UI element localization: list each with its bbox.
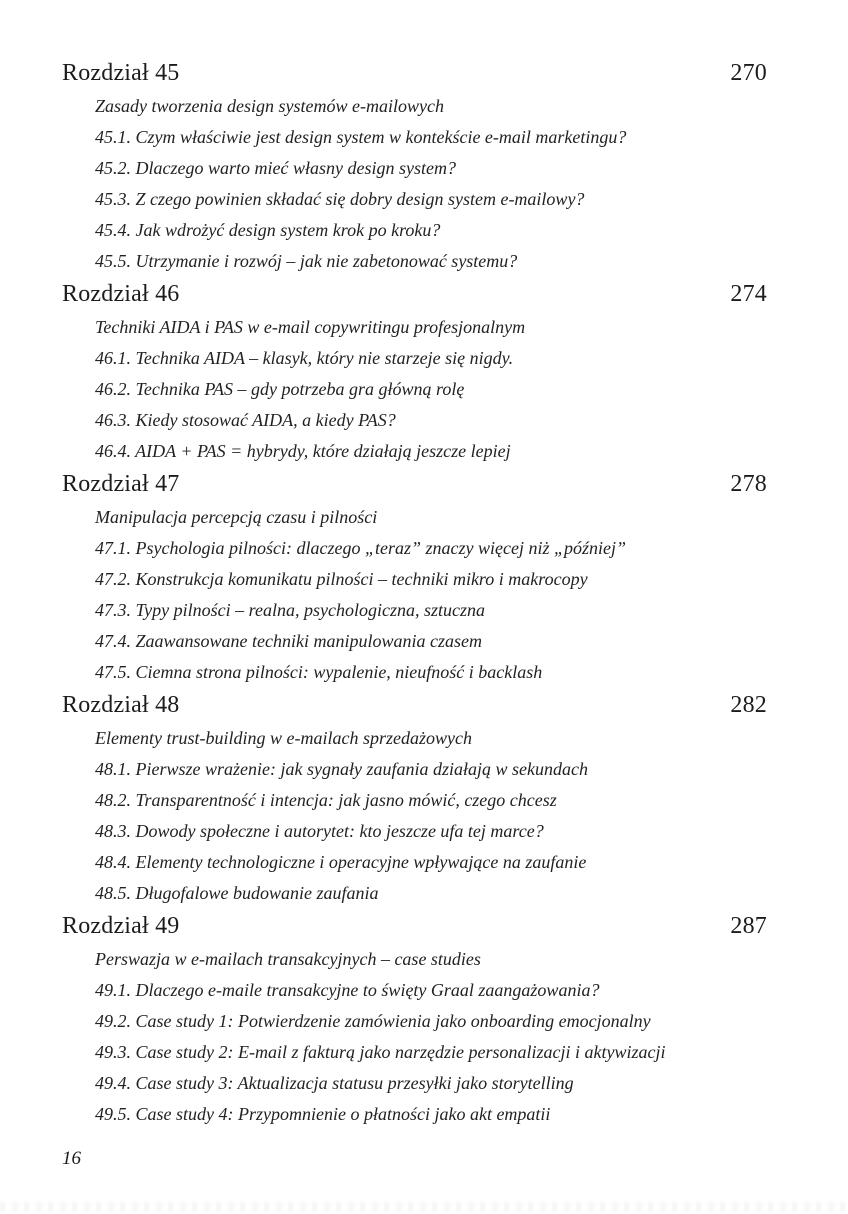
- toc-chapter-row: [62, 277, 767, 312]
- toc-chapter: [62, 56, 767, 277]
- toc-chapter-subtitle: Techniki AIDA i PAS w e-mail copywritingu profesjonalnym: [95, 317, 526, 337]
- toc-chapter-row: [62, 909, 767, 944]
- toc-chapter-page: 282: [730, 692, 767, 718]
- toc-item: 47.2. Konstrukcja komunikatu pilności – techniki mikro i makrocopy: [95, 569, 588, 589]
- toc-chapter: [62, 467, 767, 688]
- toc-item: 46.2. Technika PAS – gdy potrzeba gra główną rolę: [95, 379, 465, 399]
- toc-chapter-title: Rozdział 45: [62, 60, 180, 86]
- toc-chapter-title: Rozdział 47: [62, 471, 180, 497]
- toc-item: 49.3. Case study 2: E-mail z fakturą jako narzędzie personalizacji i aktywizacji: [95, 1042, 666, 1062]
- toc-chapter: [62, 909, 767, 1130]
- toc-chapter-page: 278: [730, 471, 767, 497]
- toc-item: 49.5. Case study 4: Przypomnienie o płatności jako akt empatii: [95, 1104, 551, 1124]
- toc-item: 48.3. Dowody społeczne i autorytet: kto jeszcze ufa tej marce?: [95, 821, 544, 841]
- toc-chapter-subtitle: Zasady tworzenia design systemów e-mailowych: [95, 96, 444, 116]
- toc-item: 45.5. Utrzymanie i rozwój – jak nie zabetonować systemu?: [95, 251, 518, 271]
- toc-chapter-title: Rozdział 46: [62, 281, 180, 307]
- toc-chapter-subtitle: Elementy trust-building w e-mailach sprzedażowych: [95, 728, 472, 748]
- toc-item: 46.4. AIDA + PAS = hybrydy, które działają jeszcze lepiej: [95, 441, 511, 461]
- toc-item: 45.1. Czym właściwie jest design system w kontekście e-mail marketingu?: [95, 127, 627, 147]
- toc-chapter-row: [62, 467, 767, 502]
- toc-item: 47.3. Typy pilności – realna, psychologiczna, sztuczna: [95, 600, 485, 620]
- folio-page-number: 16: [62, 1148, 81, 1169]
- toc-item: 49.1. Dlaczego e-maile transakcyjne to święty Graal zaangażowania?: [95, 980, 600, 1000]
- toc-item: 48.2. Transparentność i intencja: jak jasno mówić, czego chcesz: [95, 790, 557, 810]
- toc-item: 48.4. Elementy technologiczne i operacyjne wpływające na zaufanie: [95, 852, 587, 872]
- toc-item: 45.3. Z czego powinien składać się dobry design system e-mailowy?: [95, 189, 585, 209]
- toc-chapter-page: 287: [730, 913, 767, 939]
- toc-chapter-title: Rozdział 48: [62, 692, 180, 718]
- toc-chapter-row: [62, 56, 767, 91]
- toc-item: 45.2. Dlaczego warto mieć własny design system?: [95, 158, 456, 178]
- toc-item: 47.5. Ciemna strona pilności: wypalenie, nieufność i backlash: [95, 662, 543, 682]
- toc-item: 48.1. Pierwsze wrażenie: jak sygnały zaufania działają w sekundach: [95, 759, 588, 779]
- toc-item: 46.3. Kiedy stosować AIDA, a kiedy PAS?: [95, 410, 396, 430]
- toc-chapter-subtitle: Perswazja w e-mailach transakcyjnych – case studies: [95, 949, 481, 969]
- toc-item: 49.2. Case study 1: Potwierdzenie zamówienia jako onboarding emocjonalny: [95, 1011, 651, 1031]
- toc-item: 47.1. Psychologia pilności: dlaczego „teraz” znaczy więcej niż „później”: [95, 538, 626, 558]
- toc-item: 48.5. Długofalowe budowanie zaufania: [95, 883, 379, 903]
- toc-chapter-subtitle: Manipulacja percepcją czasu i pilności: [95, 507, 378, 527]
- toc-chapter: [62, 688, 767, 909]
- toc-item: 45.4. Jak wdrożyć design system krok po kroku?: [95, 220, 441, 240]
- toc-list: [62, 56, 767, 1130]
- toc-chapter-page: 274: [730, 281, 767, 307]
- toc-chapter-title: Rozdział 49: [62, 913, 180, 939]
- toc-item: 49.4. Case study 3: Aktualizacja statusu przesyłki jako storytelling: [95, 1073, 574, 1093]
- toc-chapter: [62, 277, 767, 467]
- toc-item: 46.1. Technika AIDA – klasyk, który nie starzeje się nigdy.: [95, 348, 514, 368]
- next-page-edge-artifact: [0, 1202, 848, 1212]
- page-footer: [62, 1148, 81, 1170]
- toc-item: 47.4. Zaawansowane techniki manipulowania czasem: [95, 631, 482, 651]
- toc-chapter-row: [62, 688, 767, 723]
- toc-chapter-page: 270: [730, 60, 767, 86]
